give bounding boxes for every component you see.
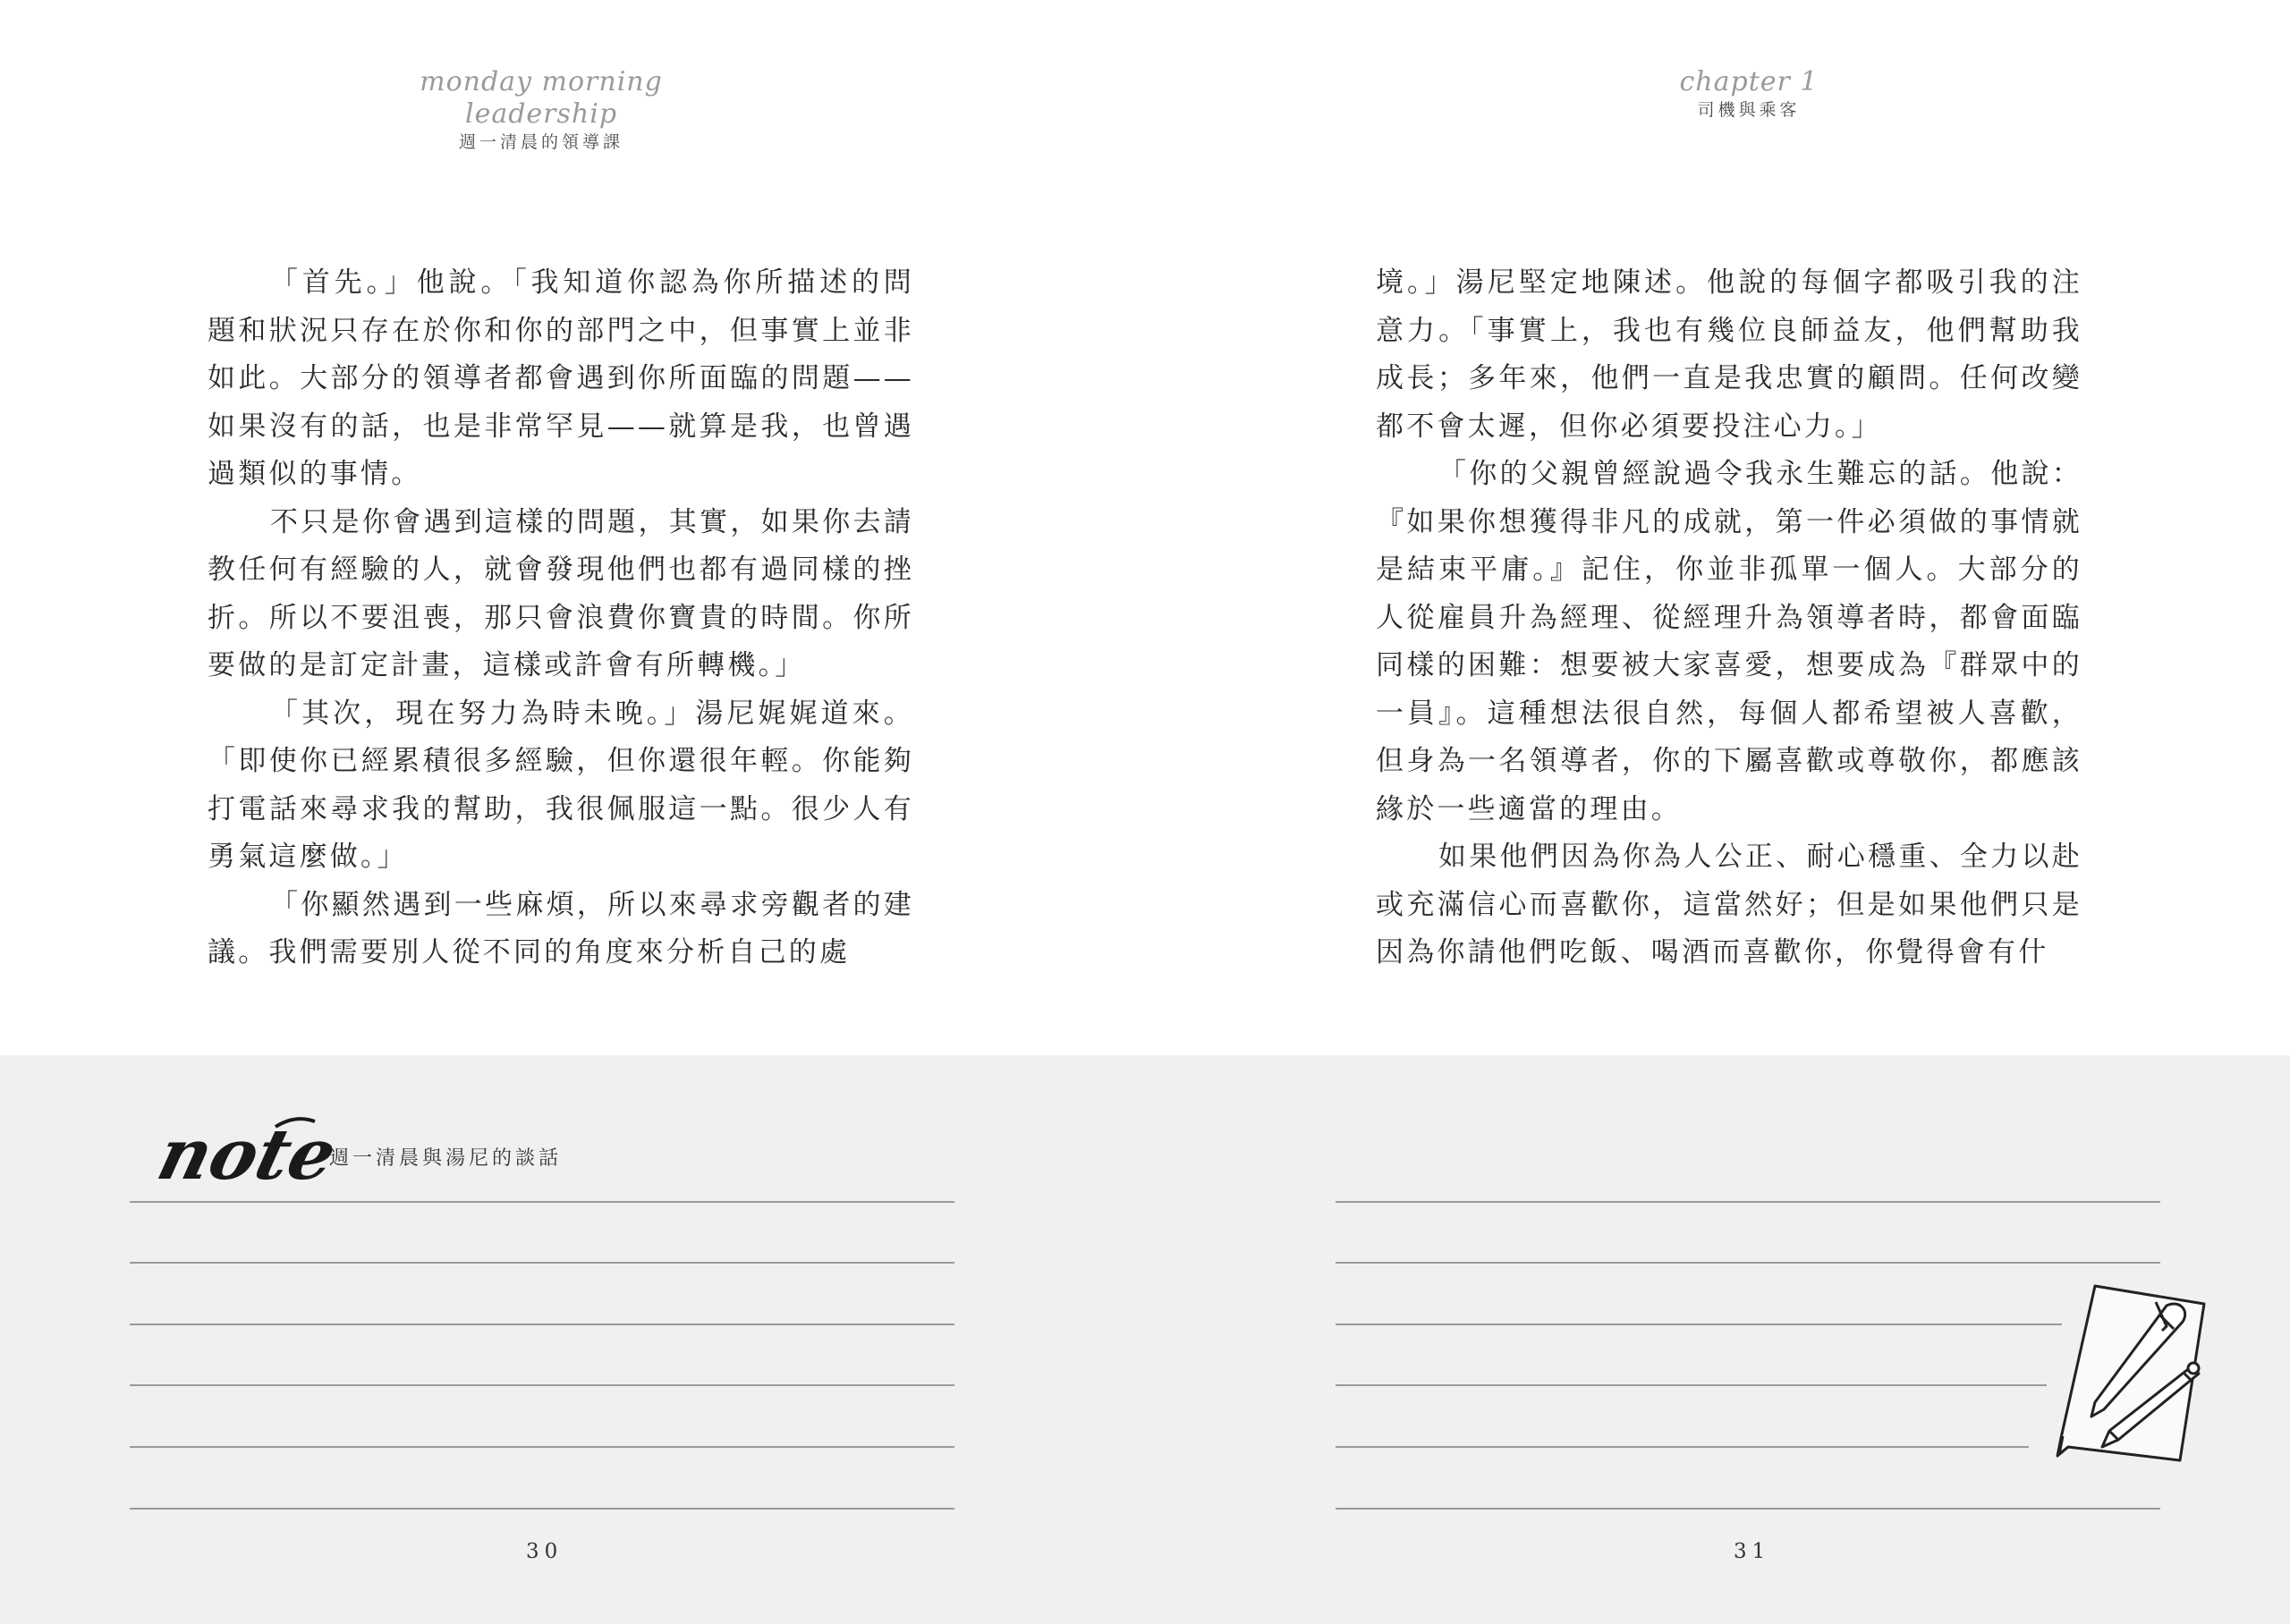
left-body-text xyxy=(208,259,914,977)
left-paragraph-2: 不只是你會遇到這樣的問題，其實，如果你去請教任何有經驗的人，就會發現他們也都有過同樣的挫折。所以不要沮喪，那只會浪費你寶貴的時間。你所要做的是訂定計畫，這樣或許會有所轉機。」 xyxy=(208,505,914,681)
left-header-title: 週一清晨的領導課 xyxy=(458,132,623,152)
right-paragraph-2: 「你的父親曾經說過令我永生難忘的話。他說：『如果你想獲得非凡的成就，第一件必須做的事情就是結束平庸。』記住，你並非孤單一個人。大部分的人從雇員升為經理、從經理升為領導者時，都會面臨同樣的困難：想要被大家喜愛，想要成為『群眾中的一員』。這種想法很自然，每個人都希望被人喜歡，但身為一名領導者，你的下屬喜歡或尊敬你，都應該緣於一些適當的理由。 xyxy=(1376,458,2082,825)
left-writing-line xyxy=(130,1201,954,1203)
left-writing-line xyxy=(130,1446,954,1448)
left-paragraph-3: 「其次，現在努力為時未晚。」湯尼娓娓道來。「即使你已經累積很多經驗，但你還很年輕。你能夠打電話來尋求我的幫助，我很佩服這一點。很少人有勇氣這麼做。」 xyxy=(208,697,914,873)
pen-and-paper-icon xyxy=(2032,1277,2211,1469)
right-paragraph-1: 境。」湯尼堅定地陳述。他說的每個字都吸引我的注意力。「事實上，我也有幾位良師益友，他們幫助我成長；多年來，他們一直是我忠實的顧問。任何改變都不會太遲，但你必須要投注心力。」 xyxy=(1376,266,2082,443)
left-paragraph-1: 「首先。」他說。「我知道你認為你所描述的問題和狀況只存在於你和你的部門之中，但事實上並非如此。大部分的領導者都會遇到你所面臨的問題——如果沒有的話，也是非常罕見——就算是我，也曾遇過類似的事情。 xyxy=(208,266,914,490)
right-writing-line xyxy=(1336,1508,2160,1510)
left-writing-line xyxy=(130,1384,954,1386)
right-writing-line xyxy=(1336,1384,2047,1386)
right-writing-line xyxy=(1336,1201,2160,1203)
left-header-script: monday morning leadership xyxy=(420,66,663,130)
left-writing-line xyxy=(130,1508,954,1510)
right-writing-line xyxy=(1336,1324,2062,1325)
page-number-left: 30 xyxy=(526,1540,564,1563)
right-body-text xyxy=(1376,259,2082,977)
right-paragraph-3: 如果他們因為你為人公正、耐心穩重、全力以赴或充滿信心而喜歡你，這當然好；但是如果他們只是因為你請他們吃飯、喝酒而喜歡你，你覺得會有什 xyxy=(1376,841,2082,968)
note-label: 週一清晨與湯尼的談話 xyxy=(329,1147,563,1170)
left-paragraph-4: 「你顯然遇到一些麻煩，所以來尋求旁觀者的建議。我們需要別人從不同的角度來分析自己的處 xyxy=(208,888,914,968)
left-running-header xyxy=(376,66,707,154)
right-header-script: chapter 1 xyxy=(1679,66,1819,97)
left-writing-line xyxy=(130,1262,954,1264)
right-writing-line xyxy=(1336,1262,2160,1264)
right-header-title: 司機與乘客 xyxy=(1697,100,1801,120)
note-area xyxy=(0,1055,2290,1624)
note-logo-text: note xyxy=(149,1113,345,1196)
right-writing-line xyxy=(1336,1446,2029,1448)
left-writing-line xyxy=(130,1324,954,1325)
note-logo xyxy=(149,1109,345,1198)
page-number-right: 31 xyxy=(1734,1540,1771,1563)
right-running-header xyxy=(1655,66,1843,122)
